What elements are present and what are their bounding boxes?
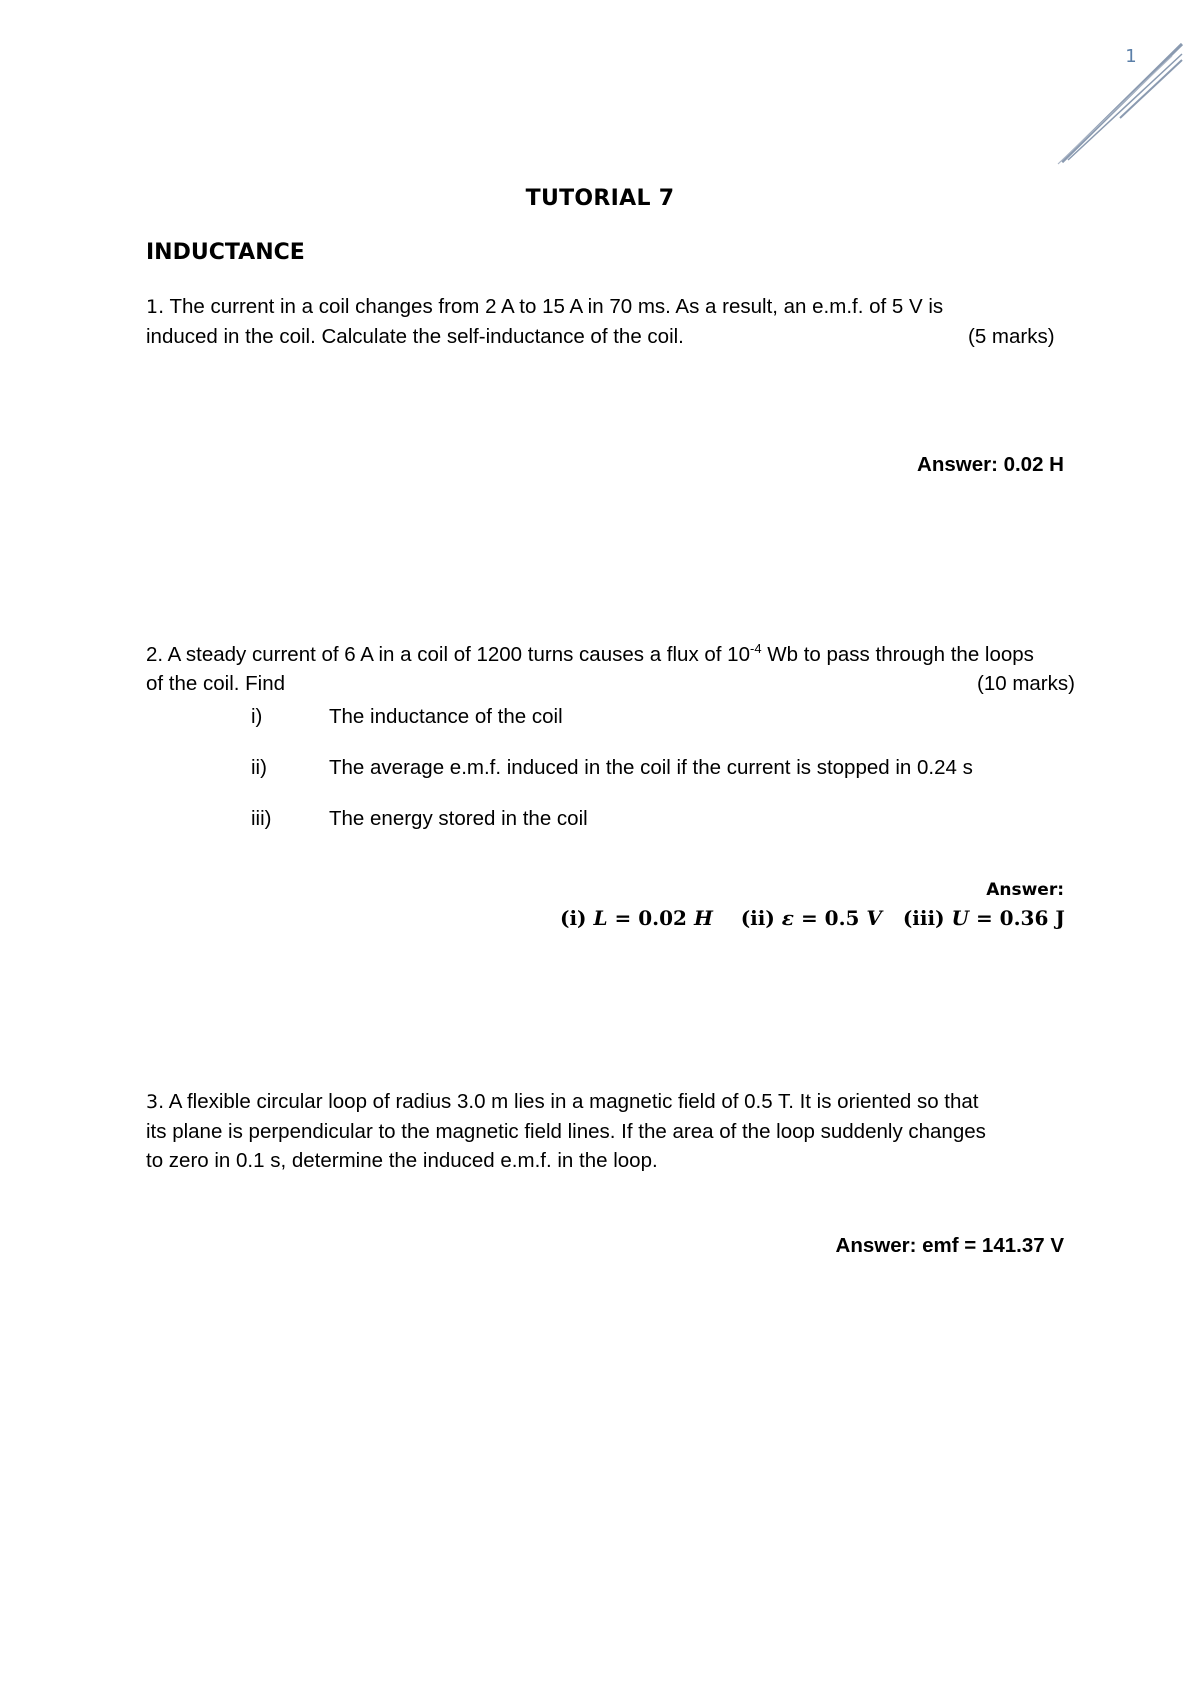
- question-3-answer: Answer: emf = 141.37 V: [835, 1234, 1064, 1257]
- question-1-marks: (5 marks): [968, 325, 1055, 348]
- question-1-line-1: The current in a coil changes from 2 A to 15 A in 70 ms. As a result, an e.m.f. of 5 V is: [164, 295, 944, 318]
- question-1: [146, 292, 1066, 351]
- item-label: iii): [251, 807, 272, 830]
- answer-i-value: = 0.02: [614, 906, 687, 930]
- item-label: ii): [251, 756, 267, 779]
- answer-iii-value: = 0.36: [975, 906, 1049, 930]
- item-text: The average e.m.f. induced in the coil if the current is stopped in 0.24 s: [329, 756, 973, 779]
- item-text: The inductance of the coil: [329, 705, 563, 728]
- question-3: [146, 1087, 1076, 1175]
- page-number: 1: [1125, 46, 1137, 67]
- answer-ii-label: (ii): [740, 906, 775, 930]
- answer-i-label: (i): [560, 906, 587, 930]
- question-1-line-2: induced in the coil. Calculate the self-inductance of the coil.: [146, 325, 684, 348]
- question-2: [146, 634, 1146, 698]
- answer-iii-label: (iii): [902, 906, 945, 930]
- question-3-line-1: A flexible circular loop of radius 3.0 m lies in a magnetic field of 0.5 T. It is oriented so that: [164, 1090, 979, 1113]
- answer-ii-value: = 0.5: [800, 906, 860, 930]
- answer-iii-variable: U: [951, 906, 969, 930]
- question-1-number: 1.: [146, 296, 165, 318]
- item-text: The energy stored in the coil: [329, 807, 588, 830]
- question-2-exponent: -4: [750, 641, 762, 656]
- question-2-line-1-start: 2. A steady current of 6 A in a coil of 1200 turns causes a flux of 10: [146, 642, 750, 666]
- question-2-answer-formula: [560, 906, 1064, 930]
- answer-i-variable: L: [593, 906, 608, 930]
- page-title: TUTORIAL 7: [525, 186, 675, 211]
- item-label: i): [251, 705, 263, 728]
- answer-i-unit: H: [693, 906, 713, 930]
- question-2-line-1-end: Wb to pass through the loops: [761, 642, 1034, 666]
- header-decoration-lines: [1050, 38, 1190, 178]
- answer-ii-variable: ε: [781, 906, 794, 930]
- section-heading: INDUCTANCE: [146, 240, 305, 265]
- question-1-answer: Answer: 0.02 H: [917, 453, 1064, 476]
- question-2-item-ii: [251, 756, 1101, 786]
- question-3-line-2: its plane is perpendicular to the magnetic field lines. If the area of the loop suddenly changes: [146, 1120, 986, 1143]
- question-3-number: 3.: [146, 1091, 165, 1113]
- answer-iii-unit: J: [1055, 906, 1065, 930]
- question-2-item-i: [251, 705, 1101, 735]
- question-2-answer-label: Answer:: [986, 880, 1064, 900]
- question-3-line-3: to zero in 0.1 s, determine the induced e.m.f. in the loop.: [146, 1149, 658, 1172]
- question-2-line-2: of the coil. Find: [146, 671, 286, 695]
- answer-ii-unit: V: [866, 906, 882, 930]
- question-2-marks: (10 marks): [977, 671, 1075, 695]
- question-2-item-iii: [251, 807, 1101, 837]
